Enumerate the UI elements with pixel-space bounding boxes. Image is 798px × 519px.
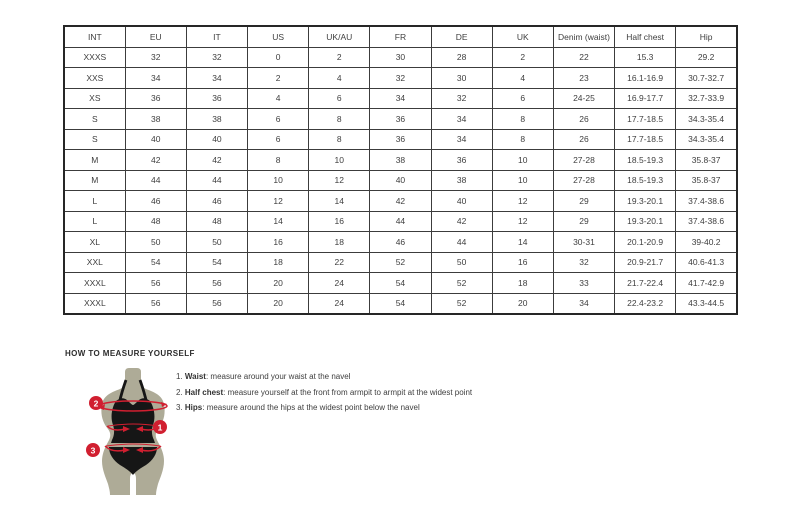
size-cell: 42 <box>370 191 431 212</box>
size-cell: 52 <box>431 273 492 294</box>
size-cell: XL <box>64 232 125 253</box>
badge-waist-number: 1 <box>157 422 163 433</box>
step-number: 2. <box>176 387 185 397</box>
size-cell: 56 <box>125 273 186 294</box>
measure-heading: HOW TO MEASURE YOURSELF <box>65 349 195 358</box>
column-header: Denim (waist) <box>553 26 614 47</box>
size-cell: 36 <box>370 109 431 130</box>
column-header: US <box>248 26 309 47</box>
size-cell: 8 <box>492 109 553 130</box>
size-cell: 44 <box>370 211 431 232</box>
size-cell: 27-28 <box>553 150 614 171</box>
size-cell: 8 <box>309 109 370 130</box>
size-cell: 16 <box>492 252 553 273</box>
size-cell: 8 <box>492 129 553 150</box>
size-cell: 52 <box>370 252 431 273</box>
size-cell: XXXL <box>64 293 125 314</box>
size-cell: 15.3 <box>615 47 676 68</box>
size-cell: 43.3-44.5 <box>676 293 737 314</box>
size-cell: 24 <box>309 293 370 314</box>
size-cell: 19.3-20.1 <box>615 191 676 212</box>
size-cell: XS <box>64 88 125 109</box>
size-cell: 18.5-19.3 <box>615 170 676 191</box>
step-description: : measure around your waist at the navel <box>205 372 351 381</box>
size-cell: 32 <box>553 252 614 273</box>
measure-step <box>176 372 472 381</box>
column-header: Hip <box>676 26 737 47</box>
column-header: INT <box>64 26 125 47</box>
table-row <box>64 191 737 212</box>
size-cell: 26 <box>553 129 614 150</box>
size-cell: 20.9-21.7 <box>615 252 676 273</box>
size-cell: 22.4-23.2 <box>615 293 676 314</box>
size-cell: 12 <box>492 211 553 232</box>
size-cell: 42 <box>186 150 247 171</box>
size-cell: 40 <box>125 129 186 150</box>
size-cell: 32 <box>186 47 247 68</box>
size-cell: S <box>64 129 125 150</box>
size-cell: 44 <box>186 170 247 191</box>
size-cell: 52 <box>431 293 492 314</box>
size-cell: 16.1-16.9 <box>615 68 676 89</box>
size-cell: 24 <box>309 273 370 294</box>
size-cell: 36 <box>186 88 247 109</box>
size-cell: 32 <box>370 68 431 89</box>
size-cell: XXXS <box>64 47 125 68</box>
size-cell: L <box>64 191 125 212</box>
size-cell: 32 <box>125 47 186 68</box>
table-row <box>64 47 737 68</box>
size-cell: 44 <box>125 170 186 191</box>
size-cell: 37.4-38.6 <box>676 211 737 232</box>
badge-chest <box>89 396 103 410</box>
size-cell: 36 <box>370 129 431 150</box>
size-cell: S <box>64 109 125 130</box>
size-cell: 35.8-37 <box>676 170 737 191</box>
badge-hips-number: 3 <box>90 445 96 456</box>
size-cell: 10 <box>492 170 553 191</box>
size-cell: 17.7-18.5 <box>615 129 676 150</box>
table-row <box>64 150 737 171</box>
size-cell: 18.5-19.3 <box>615 150 676 171</box>
measurement-figure <box>80 367 186 497</box>
column-header: DE <box>431 26 492 47</box>
size-cell: XXL <box>64 252 125 273</box>
size-cell: 56 <box>125 293 186 314</box>
size-cell: 22 <box>553 47 614 68</box>
size-cell: 38 <box>125 109 186 130</box>
table-row <box>64 170 737 191</box>
size-cell: 6 <box>248 129 309 150</box>
size-cell: 14 <box>492 232 553 253</box>
step-term: Waist <box>184 372 206 381</box>
step-term: Half chest <box>184 387 224 397</box>
column-header: EU <box>125 26 186 47</box>
size-cell: 14 <box>309 191 370 212</box>
column-header: Half chest <box>615 26 676 47</box>
size-cell: 48 <box>125 211 186 232</box>
size-cell: 34 <box>186 68 247 89</box>
column-header: FR <box>370 26 431 47</box>
size-cell: 12 <box>492 191 553 212</box>
size-cell: 46 <box>125 191 186 212</box>
size-cell: 0 <box>248 47 309 68</box>
size-cell: 18 <box>248 252 309 273</box>
size-cell: 44 <box>431 232 492 253</box>
size-cell: 50 <box>125 232 186 253</box>
size-cell: 22 <box>309 252 370 273</box>
size-cell: 34 <box>553 293 614 314</box>
size-cell: 32 <box>431 88 492 109</box>
table-row <box>64 211 737 232</box>
size-cell: 29.2 <box>676 47 737 68</box>
measure-step <box>176 403 472 412</box>
size-cell: 42 <box>125 150 186 171</box>
table-row <box>64 68 737 89</box>
size-cell: 16 <box>248 232 309 253</box>
size-cell: 34 <box>431 109 492 130</box>
step-description: : measure yourself at the front from armpit to armpit at the widest point <box>223 387 473 397</box>
step-term: Hips <box>184 403 203 412</box>
size-cell: 46 <box>370 232 431 253</box>
table-row <box>64 88 737 109</box>
size-cell: 42 <box>431 211 492 232</box>
size-cell: XXS <box>64 68 125 89</box>
table-row <box>64 293 737 314</box>
measure-steps-list <box>176 372 472 419</box>
size-cell: 32.7-33.9 <box>676 88 737 109</box>
column-header: IT <box>186 26 247 47</box>
size-cell: 54 <box>125 252 186 273</box>
size-cell: 29 <box>553 211 614 232</box>
size-cell: 50 <box>431 252 492 273</box>
size-cell: 23 <box>553 68 614 89</box>
badge-chest-number: 2 <box>93 398 99 409</box>
size-cell: 46 <box>186 191 247 212</box>
table-row <box>64 232 737 253</box>
size-cell: 4 <box>309 68 370 89</box>
size-cell: 6 <box>309 88 370 109</box>
size-cell: 54 <box>370 273 431 294</box>
size-cell: 21.7-22.4 <box>615 273 676 294</box>
size-cell: 12 <box>248 191 309 212</box>
size-cell: 30 <box>431 68 492 89</box>
mannequin-illustration <box>80 367 186 497</box>
column-header: UK <box>492 26 553 47</box>
step-description: : measure around the hips at the widest point below the navel <box>202 403 420 412</box>
size-cell: 38 <box>431 170 492 191</box>
size-cell: 18 <box>492 273 553 294</box>
size-cell: 12 <box>309 170 370 191</box>
size-cell: 34 <box>370 88 431 109</box>
size-chart-table <box>63 25 738 315</box>
size-cell: 40 <box>431 191 492 212</box>
size-cell: 16 <box>309 211 370 232</box>
size-cell: 2 <box>492 47 553 68</box>
size-cell: 33 <box>553 273 614 294</box>
size-cell: 35.8-37 <box>676 150 737 171</box>
size-cell: 18 <box>309 232 370 253</box>
size-cell: 19.3-20.1 <box>615 211 676 232</box>
size-cell: 37.4-38.6 <box>676 191 737 212</box>
size-cell: 4 <box>492 68 553 89</box>
size-cell: 4 <box>248 88 309 109</box>
size-cell: 56 <box>186 273 247 294</box>
size-cell: 34 <box>125 68 186 89</box>
size-cell: 34.3-35.4 <box>676 129 737 150</box>
size-cell: 36 <box>125 88 186 109</box>
size-cell: 38 <box>186 109 247 130</box>
size-cell: 39-40.2 <box>676 232 737 253</box>
size-cell: 40 <box>370 170 431 191</box>
table-header-row <box>64 26 737 47</box>
size-cell: 30.7-32.7 <box>676 68 737 89</box>
table-row <box>64 273 737 294</box>
size-cell: 6 <box>248 109 309 130</box>
table-row <box>64 252 737 273</box>
size-cell: 50 <box>186 232 247 253</box>
size-cell: 48 <box>186 211 247 232</box>
column-header: UK/AU <box>309 26 370 47</box>
measure-step <box>176 388 472 397</box>
size-cell: 10 <box>248 170 309 191</box>
size-cell: 34.3-35.4 <box>676 109 737 130</box>
step-number: 3. <box>176 403 185 412</box>
table-row <box>64 109 737 130</box>
size-cell: 28 <box>431 47 492 68</box>
size-cell: 29 <box>553 191 614 212</box>
size-cell: 27-28 <box>553 170 614 191</box>
size-cell: 56 <box>186 293 247 314</box>
size-cell: 6 <box>492 88 553 109</box>
size-cell: 36 <box>431 150 492 171</box>
size-cell: 2 <box>248 68 309 89</box>
size-cell: 17.7-18.5 <box>615 109 676 130</box>
size-cell: 2 <box>309 47 370 68</box>
size-cell: 34 <box>431 129 492 150</box>
size-cell: M <box>64 170 125 191</box>
size-cell: 30 <box>370 47 431 68</box>
size-cell: 10 <box>492 150 553 171</box>
size-cell: 20 <box>492 293 553 314</box>
size-cell: 40.6-41.3 <box>676 252 737 273</box>
size-cell: 20 <box>248 293 309 314</box>
size-cell: 16.9-17.7 <box>615 88 676 109</box>
step-number: 1. <box>176 372 185 381</box>
size-cell: 8 <box>248 150 309 171</box>
badge-waist <box>153 420 167 434</box>
size-cell: 38 <box>370 150 431 171</box>
size-cell: 8 <box>309 129 370 150</box>
size-cell: 54 <box>186 252 247 273</box>
size-cell: 41.7-42.9 <box>676 273 737 294</box>
size-cell: 30-31 <box>553 232 614 253</box>
size-cell: 20.1-20.9 <box>615 232 676 253</box>
size-cell: 20 <box>248 273 309 294</box>
size-cell: 40 <box>186 129 247 150</box>
size-cell: M <box>64 150 125 171</box>
size-cell: XXXL <box>64 273 125 294</box>
table-row <box>64 129 737 150</box>
size-cell: 14 <box>248 211 309 232</box>
size-cell: L <box>64 211 125 232</box>
size-cell: 54 <box>370 293 431 314</box>
badge-hips <box>86 443 100 457</box>
size-cell: 10 <box>309 150 370 171</box>
size-cell: 26 <box>553 109 614 130</box>
size-cell: 24-25 <box>553 88 614 109</box>
